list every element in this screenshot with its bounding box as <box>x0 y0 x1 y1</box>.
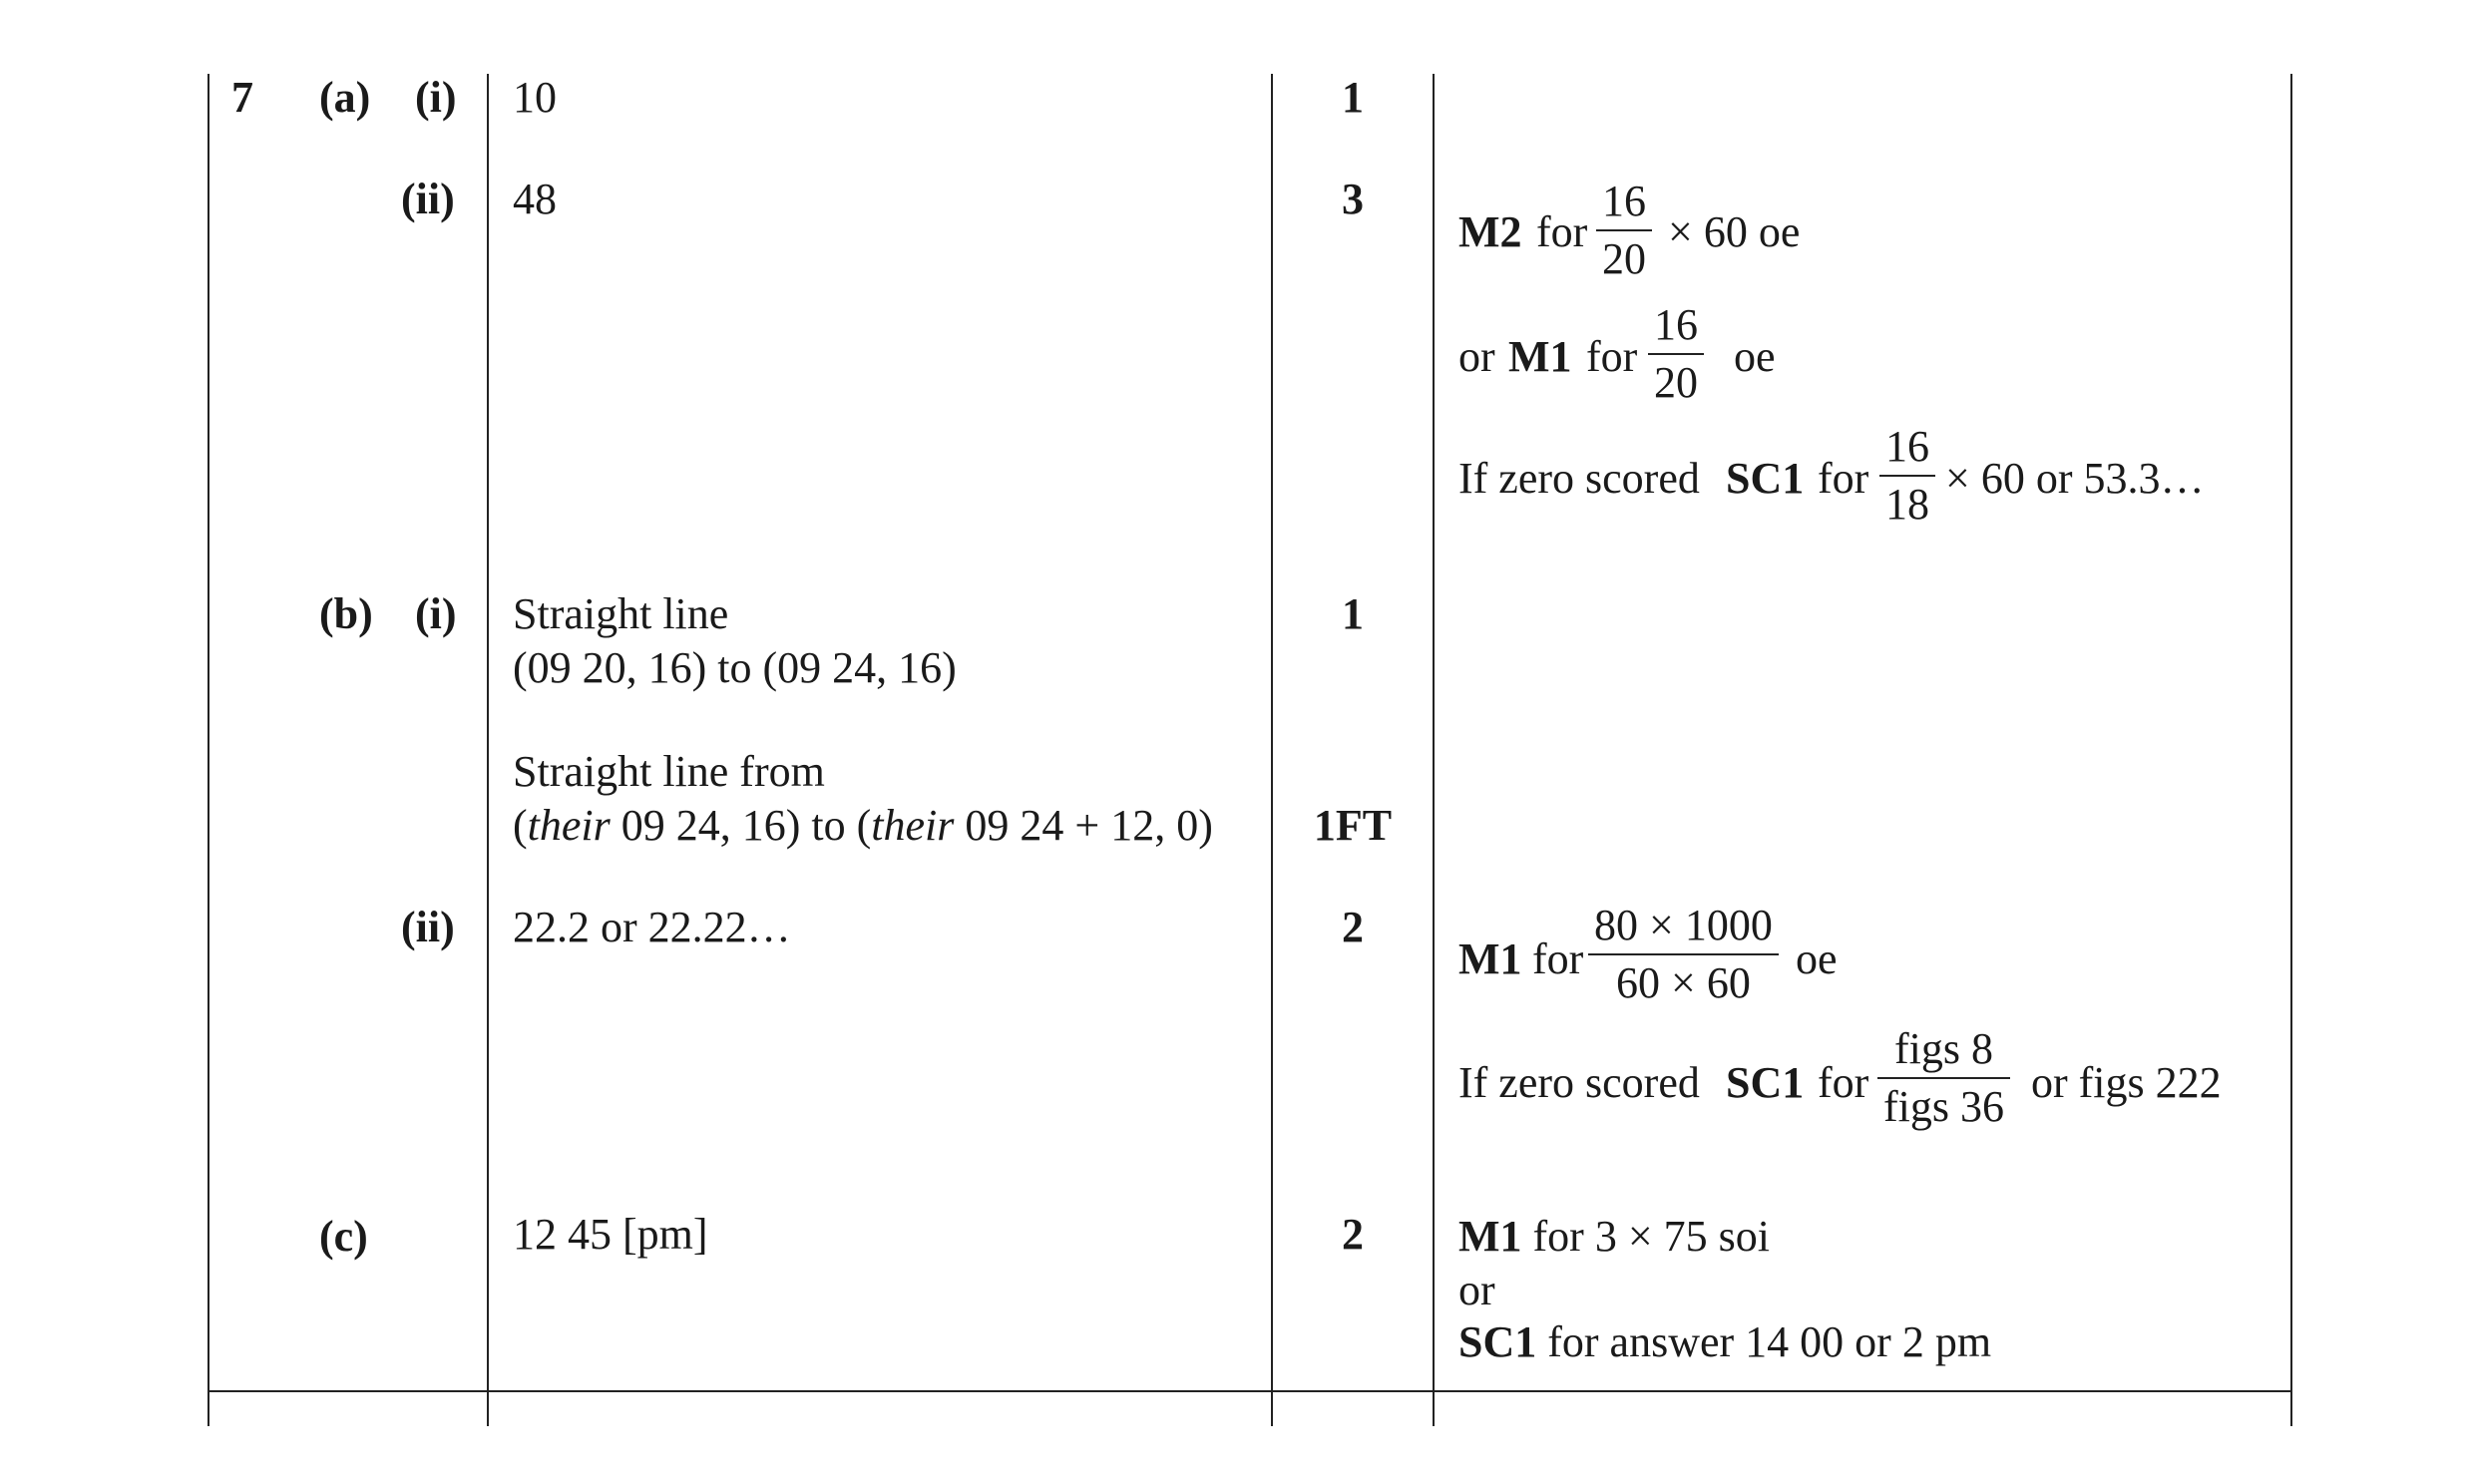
italic-their: their <box>871 801 955 850</box>
fraction-numerator: 16 <box>1885 422 1929 471</box>
guidance-text: × 60 or 53.3… <box>1945 454 2205 503</box>
guidance-text: for <box>1536 207 1588 256</box>
guidance-line <box>1458 1317 1992 1366</box>
fraction <box>1588 901 1779 1007</box>
table-bottom-rule <box>207 1390 2292 1392</box>
part-label-b: (b) <box>319 589 373 638</box>
fraction-denominator: 20 <box>1602 234 1646 283</box>
fraction <box>1648 300 1704 407</box>
text-part: ( <box>513 801 528 850</box>
fraction-numerator: 16 <box>1654 300 1698 349</box>
answer-text: (09 20, 16) to (09 24, 16) <box>513 643 957 692</box>
fraction <box>1879 422 1935 529</box>
fraction-denominator: figs 36 <box>1883 1082 2004 1131</box>
answer-text: 48 <box>513 175 557 223</box>
fraction-bar <box>1596 229 1652 231</box>
guidance-text: oe <box>1734 332 1776 381</box>
method-mark-code: M1 <box>1458 934 1522 983</box>
guidance-text: or figs 222 <box>2031 1058 2222 1107</box>
fraction-numerator: 80 × 1000 <box>1594 901 1773 949</box>
guidance-text: for <box>1818 1058 1869 1107</box>
text-part: 09 24 + 12, 0) <box>954 801 1213 850</box>
mark-value: 1 <box>1342 589 1364 638</box>
italic-their: their <box>527 801 611 850</box>
guidance-text: × 60 oe <box>1668 207 1801 256</box>
guidance-text: oe <box>1796 934 1838 983</box>
text-part: 09 24, 16) to ( <box>610 801 872 850</box>
answer-text: 10 <box>513 73 557 122</box>
mark-value-ft: 1FT <box>1313 801 1393 850</box>
subpart-label: (i) <box>415 73 457 122</box>
guidance-text: for 3 × 75 soi <box>1532 1212 1770 1261</box>
fraction <box>1877 1024 2010 1131</box>
method-mark-code: M1 <box>1458 1212 1522 1261</box>
answer-text: Straight line <box>513 589 729 638</box>
fraction-bar <box>1588 953 1779 955</box>
fraction-numerator: figs 8 <box>1894 1024 1993 1073</box>
special-case-code: SC1 <box>1458 1317 1537 1366</box>
fraction-bar <box>1877 1077 2010 1079</box>
answer-text: 12 45 [pm] <box>513 1210 708 1259</box>
fraction-denominator: 18 <box>1885 480 1929 529</box>
table-left-border <box>207 74 209 1426</box>
special-case-code: SC1 <box>1726 454 1805 503</box>
fraction-denominator: 60 × 60 <box>1616 958 1751 1007</box>
method-mark-code: M2 <box>1458 207 1522 256</box>
guidance-text: for <box>1586 332 1638 381</box>
fraction-numerator: 16 <box>1602 177 1646 225</box>
subpart-label: (i) <box>415 589 457 638</box>
guidance-text: If zero scored <box>1458 1058 1700 1107</box>
answer-text: 22.2 or 22.22… <box>513 903 791 951</box>
answer-text: Straight line from <box>513 747 825 796</box>
fraction <box>1596 177 1652 283</box>
guidance-text: for answer 14 00 or 2 pm <box>1547 1317 1992 1366</box>
fraction-bar <box>1879 475 1935 477</box>
part-label-c: (c) <box>319 1212 368 1261</box>
guidance-text: for <box>1818 454 1869 503</box>
guidance-line <box>1458 1212 1770 1261</box>
answer-text-ft <box>513 801 1213 850</box>
method-mark-code: M1 <box>1508 332 1572 381</box>
question-number: 7 <box>231 73 253 122</box>
fraction-bar <box>1648 353 1704 355</box>
mark-value: 2 <box>1342 903 1364 951</box>
mark-value: 3 <box>1342 175 1364 223</box>
answer-column-left-border <box>487 74 489 1426</box>
mark-value: 2 <box>1342 1210 1364 1259</box>
subpart-label: (ii) <box>401 903 455 951</box>
guidance-text: or <box>1458 1266 1495 1314</box>
mark-value: 1 <box>1342 73 1364 122</box>
subpart-label: (ii) <box>401 175 455 223</box>
guidance-text: for <box>1532 934 1584 983</box>
table-right-border <box>2290 74 2292 1426</box>
special-case-code: SC1 <box>1726 1058 1805 1107</box>
guidance-text: or <box>1458 332 1495 381</box>
guidance-column-left-border <box>1433 74 1435 1426</box>
part-label-a: (a) <box>319 73 371 122</box>
fraction-denominator: 20 <box>1654 358 1698 407</box>
guidance-text: If zero scored <box>1458 454 1700 503</box>
